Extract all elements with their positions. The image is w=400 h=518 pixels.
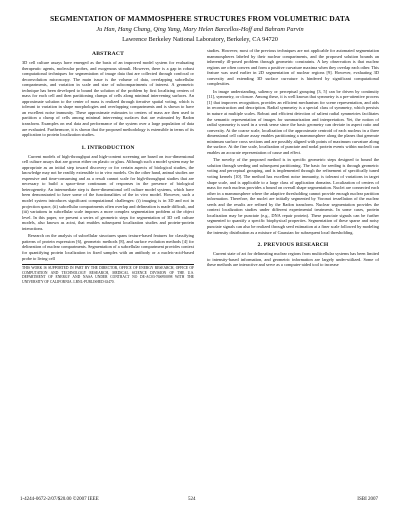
- abstract-heading: ABSTRACT: [91, 51, 125, 57]
- left-column: [22, 50, 194, 284]
- right-column: [207, 48, 379, 270]
- introduction-paragraph-2: Research on the analysis of subcellular structures spans texture-based features for classifying patterns of protein expression [6], geometric methods [8], and surface evolution methods [4] for delineation of nuclear compartments. Segmentation of a subcellular compartment provides context for quantifying protein localization in fixed samples with an antibody or a nucleic-acid-based probe to living cell: [22, 233, 194, 261]
- right-paragraph-3: The novelty of the proposed method is in specific geometric steps designed to bound the solution through seeding and subsequent partitioning. The basic for seeding is through geometric voting and perceptual grouping, and is implemented through the refinement of specifically tuned voting kernels [10]. The method has excellent noise immunity, is tolerant of variations in target shape scale, and is applicable to a large class of application domains. Localization of centers of mass for each nucleus provides a bound on overall shape segmentation. Nuclei are connected each other in a mammosphere where the adaptive thresholding cannot provide enough nuclear partition information. Therefore, the nuclei are initially segmented by Voronoi tessellation of the nuclear seeds and the results are refined by the Radon transform. Nuclear segmentation provides the context localization studies under different experimental treatments. In some cases, protein localization may be punctate (e.g., DNA repair protein). These punctate signals can be further segmented to quantify a specific biophysical properties. Segmentation of these sparse and noisy punctate signals can also be realized through seed estimation at a finer scale followed by modeling the intensity distribution as a mixture of Gaussian for subsequent local thresholding.: [207, 157, 379, 235]
- footer-page-number: 524: [188, 497, 196, 502]
- abstract-text: 3D cell culture assays have emerged as the basis of an improved model system for evaluating therapeutic agents, molecular probes, and exogenous stimuli. However, there is a gap in robust computational techniques for segmentation of image data that are collected through confocal or deconvolution microscopy. The main issue is the volume of data, overlapping subcellular compartments, and variation in scale and size of subcompartments of interest. A geometric technique has been developed to bound the solution of the problem by first localizing centers of mass for each cell and then partitioning clumps of cells along minimal intervening surfaces. An approximate solution to the center of mass is realized through iterative spatial voting, which is tolerant to variation in shape morphologies and overlapping compartments and is shown to have an excellent noise immunity. These approximate estimates to centers of mass are then used to partition a clump of cells among minimal intervening surfaces that are estimated by Radon transform. Examples on real data and performance of the system over a large population of data are evaluated. Furthermore, it is shown that the proposed methodology is extensible in terms of its application to protein localization studies.: [22, 60, 194, 138]
- footer-isbn: 1-4244-0672-2/07/$20.00 ©2007 IEEE: [20, 497, 99, 502]
- funding-footnote: THIS WORK IS SUPPORTED IN PART BY THE DIRECTOR, OFFICE OF ENERGY RESEARCH, OFFICE OF COMPUTATION AND TECHNOLOGY RESEARCH, MEDICAL SCIENCE DIVISION OF THE U.S. DEPARTMENT OF ENERGY AND NASA UNDER CONTRACT NO DE-AC03-76SF00098 WITH THE UNIVERSITY OF CALIFORNIA. LBNL-PUBLISHED 63470.: [22, 266, 194, 284]
- previous-research-paragraph-1: Current state of art for delineating nuclear regions from multicellular systems has been limited to intensity-based information, and geometric information are largely under-utilized. Some of these methods are interactive and serve as a computer-aided tool to increase: [207, 251, 379, 268]
- introduction-paragraph-1: Current models of high-throughput and high-content screening are based on two-dimensional cell culture assays that are grown either on plastic or glass. Although such a model system may be appropriate as an initial step toward discovery or for certain aspects of biological studies, the knowledge may not be readily extensible to in vivo models. On the other hand, animal studies are expensive and time-consuming and as a result cannot scale for high-throughput studies that are necessary to build a space-time continuum of responses in the presence of biological heterogeneity. An intermediate step is three-dimensional cell culture model systems, which have been demonstrated to have some of the functionalities of the in vivo model. However, such a model system introduces significant computational challenges: (i) imaging is in 3D and not in projection space, (ii) subcellular compartments often overlap and delineation is made difficult, and (iii) variations in subcellular scale imposes a more complex segmentation problem at the object level. In this paper, we present a series of geometric steps for segmentation of 3D cell culture models, also known as acini, that enables subsequent localization studies and protein-protein interactions.: [22, 153, 194, 231]
- previous-research-heading: 2. PREVIOUS RESEARCH: [257, 242, 329, 249]
- right-paragraph-2: In image understanding, saliency or perceptual grouping [3, 5] can be driven by continuity [11], symmetry, or closure. Among these, it is well known that symmetry is a pre-attentive process [1] that improves recognition, provides an efficient mechanism for scene representation, and aids in reconstruction and description. Radial symmetry is a special class of symmetry, which persists in nature at multiple scales. Robust and efficient detection of salient radial symmetries facilitates the semantic representation of images for summarization and interpretation. Yet, the notion of radial symmetry is used in a weak sense since the basic geometry can deviate in aspect ratio and convexity. At the coarse scale, localization of the approximate centroid of each nucleus in a three dimensional cell culture assay enables partitioning a mammosphere along the planes that generate minimum surface cross sections and are possibly aligned with points of maximum curvature along the surface. At the fine scale, localization of punctate and nodal protein events within nucleoli can enables an accurate representation of cause and effect.: [207, 88, 379, 155]
- paper-affiliation: Lawrence Berkeley National Laboratory, Berkeley, CA 94720: [122, 36, 278, 43]
- footer-conference: ISBI 2007: [357, 497, 378, 502]
- introduction-heading: 1. INTRODUCTION: [81, 144, 135, 151]
- paper-title: SEGMENTATION OF MAMMOSPHERE STRUCTURES FROM VOLUMETRIC DATA: [49, 14, 351, 23]
- paper-authors: Ju Han, Hang Chang, Qing Yang, Mary Helen Barcellos-Hoff and Bahram Parvin: [96, 26, 304, 33]
- right-paragraph-1: studies. However, most of the previous techniques are not applicable for automated segmentation mammospheres labeled by their nuclear compartments, and the proposed solution bounds an inherently ill-posed problem through geometric constraints. A key observation is that nuclear regions are often convex and form a positive curvature maxima when they overlap each other. This feature was used earlier in 2D segmentation of nuclear regions [9]. However, evaluating 3D convexity and extending 3D surface curvature is hindered by significant computational complexities.: [207, 48, 379, 87]
